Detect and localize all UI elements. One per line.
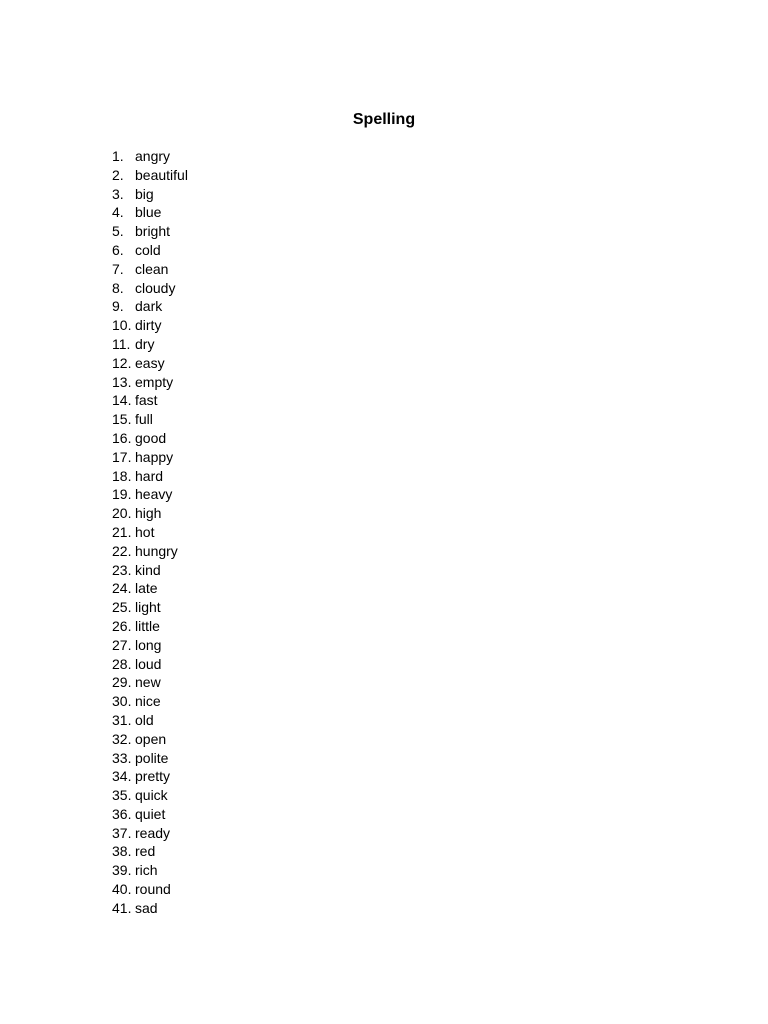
item-word: high <box>135 505 162 522</box>
item-number: 15. <box>112 411 132 428</box>
item-number: 29. <box>112 674 132 691</box>
item-number: 21. <box>112 523 132 540</box>
item-word: beautiful <box>135 166 188 183</box>
item-word: happy <box>135 448 174 465</box>
item-number: 2. <box>112 166 124 183</box>
item-word: long <box>135 636 162 653</box>
item-number: 37. <box>112 824 132 841</box>
item-number: 6. <box>112 241 124 258</box>
item-number: 24. <box>112 580 132 597</box>
item-word: little <box>135 617 160 634</box>
item-word: quiet <box>135 805 166 822</box>
page-title: Spelling <box>352 111 416 128</box>
item-number: 11. <box>112 335 131 352</box>
item-number: 34. <box>112 768 132 785</box>
item-number: 31. <box>112 711 132 728</box>
item-number: 27. <box>112 636 132 653</box>
item-word: angry <box>135 148 171 164</box>
item-number: 19. <box>112 486 132 503</box>
item-number: 17. <box>112 448 132 465</box>
item-word: light <box>135 599 161 616</box>
item-word: open <box>135 730 167 747</box>
item-word: loud <box>135 655 162 672</box>
item-word: new <box>135 674 161 691</box>
item-number: 3. <box>112 185 124 202</box>
item-word: heavy <box>135 486 173 503</box>
item-number: 40. <box>112 881 132 898</box>
item-word: empty <box>135 373 174 390</box>
item-number: 7. <box>112 260 124 277</box>
item-number: 25. <box>112 599 132 616</box>
item-word: dark <box>135 298 163 315</box>
item-word: hungry <box>135 542 178 559</box>
item-word: red <box>135 843 156 860</box>
item-word: kind <box>135 561 161 578</box>
item-number: 14. <box>112 392 132 409</box>
item-word: big <box>135 185 154 202</box>
item-word: nice <box>135 693 161 710</box>
item-number: 28. <box>112 655 132 672</box>
item-word: quick <box>135 787 168 804</box>
item-word: rich <box>135 862 158 879</box>
item-word: bright <box>135 223 171 240</box>
item-number: 32. <box>112 730 132 747</box>
item-word: old <box>135 711 154 728</box>
item-word: pretty <box>135 768 171 785</box>
item-number: 12. <box>112 354 132 371</box>
item-number: 26. <box>112 617 132 634</box>
item-word: good <box>135 429 167 446</box>
item-word: round <box>135 881 171 898</box>
item-word: blue <box>135 204 162 221</box>
item-word: fast <box>135 392 158 409</box>
item-number: 18. <box>112 467 132 484</box>
item-number: 8. <box>112 279 124 296</box>
item-word: cloudy <box>135 279 176 296</box>
item-number: 1. <box>112 148 124 164</box>
item-word: hot <box>135 523 155 540</box>
item-word: polite <box>135 749 169 766</box>
item-word: hard <box>135 467 164 484</box>
item-number: 23. <box>112 561 132 578</box>
item-word: full <box>135 411 153 428</box>
item-number: 5. <box>112 223 124 240</box>
item-number: 4. <box>112 204 124 221</box>
item-number: 22. <box>112 542 132 559</box>
item-word: clean <box>135 260 169 277</box>
item-word: dirty <box>135 317 162 334</box>
item-word: dry <box>135 335 155 352</box>
item-word: late <box>135 580 158 597</box>
item-number: 13. <box>112 373 132 390</box>
item-number: 16. <box>112 429 132 446</box>
item-number: 9. <box>112 298 124 315</box>
item-number: 33. <box>112 749 132 766</box>
item-word: easy <box>135 354 165 371</box>
item-number: 38. <box>112 843 132 860</box>
item-number: 39. <box>112 862 132 879</box>
item-number: 35. <box>112 787 132 804</box>
item-number: 10. <box>112 317 132 334</box>
item-number: 20. <box>112 505 132 522</box>
item-number: 30. <box>112 693 132 710</box>
item-word: ready <box>135 824 171 841</box>
item-number: 36. <box>112 805 132 822</box>
item-word: cold <box>135 241 161 258</box>
item-number: 41. <box>112 899 132 916</box>
item-word: sad <box>135 899 158 916</box>
